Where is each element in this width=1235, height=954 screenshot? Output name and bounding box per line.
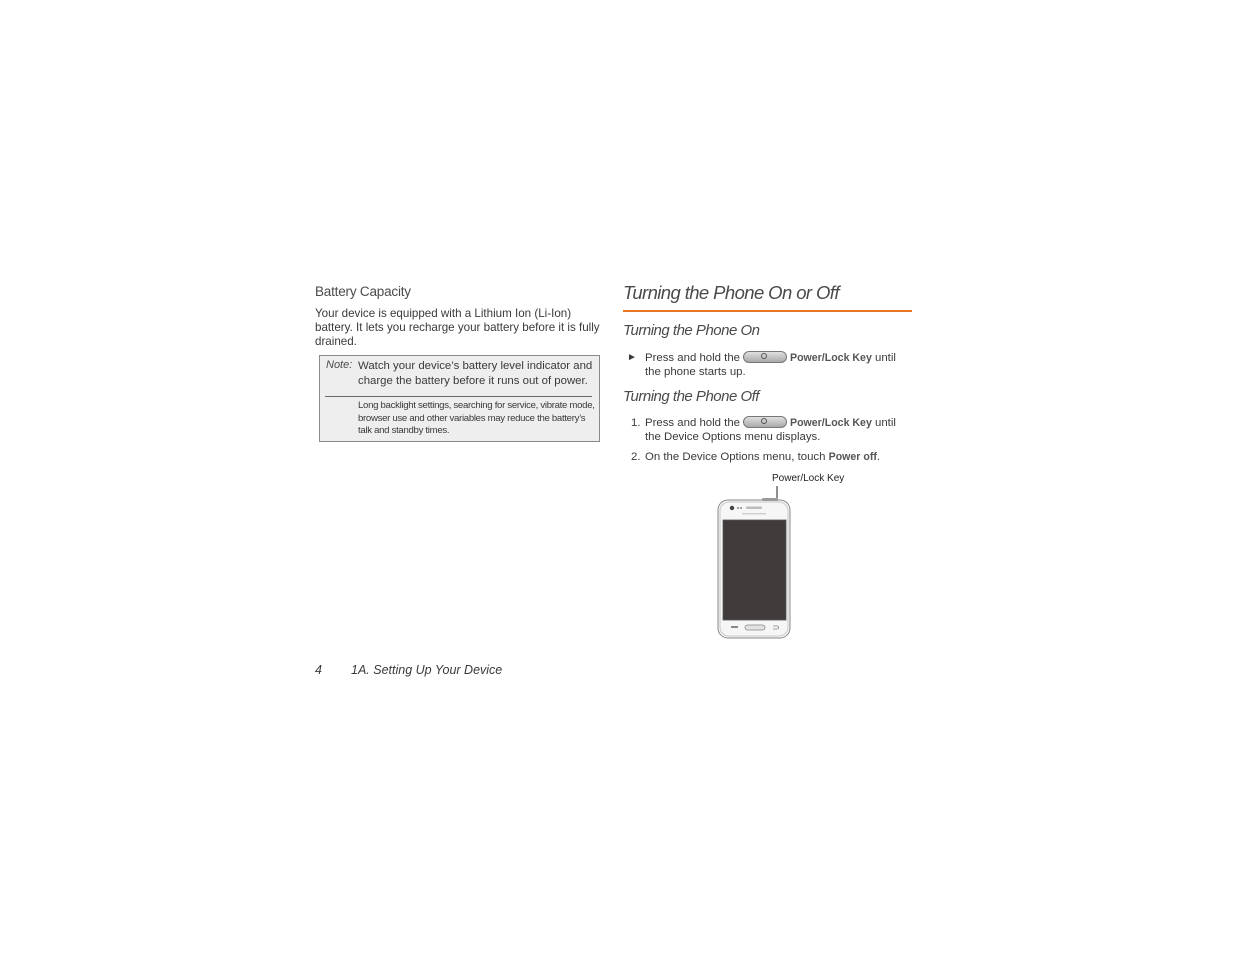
bullet-arrow-icon: ►	[627, 352, 637, 363]
title-rule	[623, 310, 912, 312]
power-symbol-icon	[761, 353, 767, 359]
page-number: 4	[315, 663, 322, 677]
power-symbol-icon	[761, 418, 767, 424]
off-step-2-post: .	[876, 451, 881, 463]
sensor-dot	[740, 507, 742, 509]
menu-key-icon	[731, 626, 738, 628]
front-camera-icon	[730, 506, 734, 510]
phone-figure	[700, 470, 860, 645]
section-title: Turning the Phone On or Off	[623, 282, 839, 303]
off-heading: Turning the Phone Off	[623, 388, 759, 405]
power-lock-key	[762, 498, 778, 501]
on-step-key: Power/Lock Key	[790, 352, 872, 365]
chapter-title: 1A. Setting Up Your Device	[351, 663, 503, 677]
on-heading: Turning the Phone On	[623, 322, 760, 339]
power-key-icon	[743, 351, 787, 363]
note-label: Note:	[326, 359, 353, 371]
off-step-1-number: 1.	[631, 417, 641, 429]
phone-screen	[723, 520, 786, 620]
off-step-2-pre: On the Device Options menu, touch	[645, 451, 826, 463]
figure-label: Power/Lock Key	[772, 473, 845, 484]
sensor-dot	[737, 507, 739, 509]
phone-illustration	[700, 470, 860, 645]
off-step-1-post: until the Device Options menu displays.	[645, 417, 896, 444]
note-box	[319, 355, 600, 442]
battery-heading: Battery Capacity	[315, 284, 411, 299]
on-step-text	[645, 351, 913, 379]
on-step-pre: Press and hold the	[645, 352, 740, 365]
on-step-post: until the phone starts up.	[645, 352, 896, 379]
off-step-1-key: Power/Lock Key	[790, 417, 872, 430]
off-step-2-number: 2.	[631, 451, 641, 463]
power-key-icon	[743, 416, 787, 428]
off-step-1-pre: Press and hold the	[645, 417, 740, 430]
off-step-2-text	[645, 450, 913, 464]
off-step-2-key: Power off	[828, 451, 877, 463]
battery-section	[315, 284, 605, 436]
power-section	[623, 282, 913, 463]
note-divider	[325, 396, 592, 397]
brand-mark	[742, 513, 766, 514]
note-main-text: Watch your device’s battery level indicator and charge the battery before it runs out of power.	[358, 360, 593, 387]
battery-body: Your device is equipped with a Lithium Ion (Li-Ion) battery. It lets you recharge your battery before it is fully drained.	[315, 307, 600, 348]
home-button	[745, 625, 765, 630]
note-sub-text: Long backlight settings, searching for service, vibrate mode, browser use and other variables may reduce the battery’s talk and standby times.	[358, 400, 595, 436]
off-step-1-text	[645, 416, 913, 444]
earpiece-speaker	[746, 507, 762, 510]
